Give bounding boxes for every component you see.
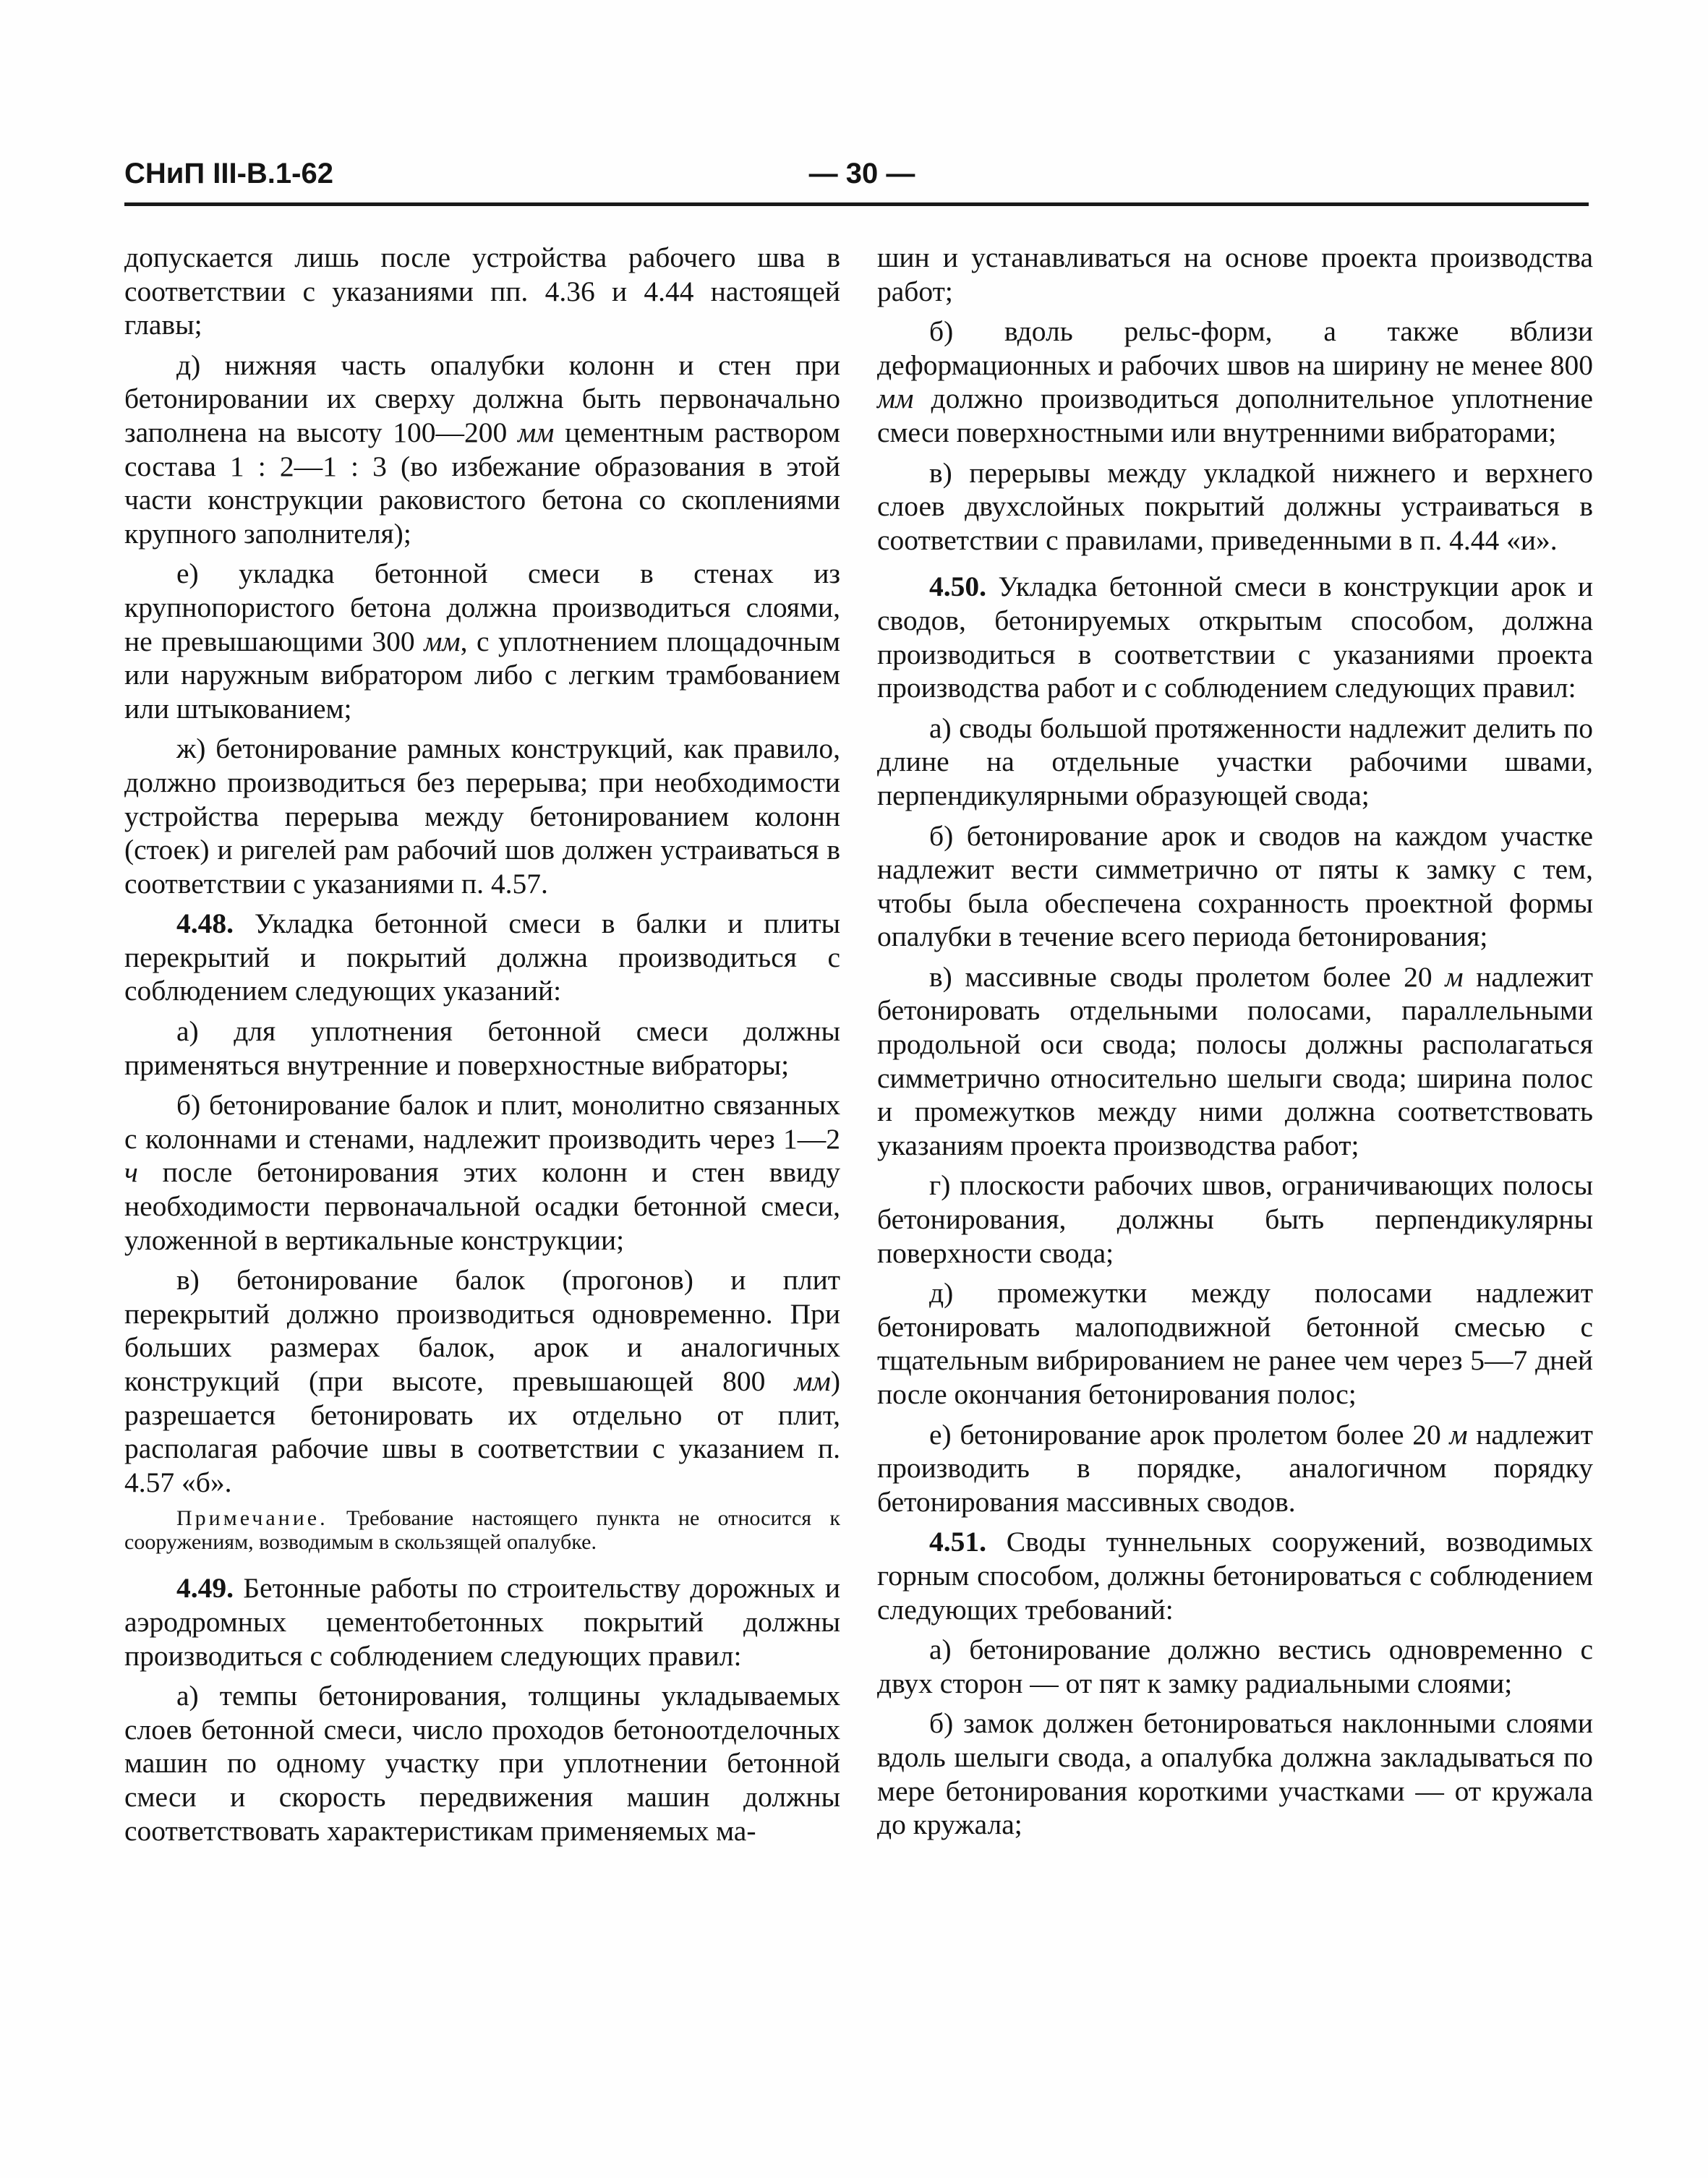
right-column [877,241,1593,1848]
section-number: 4.48. [176,908,234,940]
page-header [124,158,1589,200]
paragraph: шин и устанавливаться на основе проекта производства работ; [877,242,1593,307]
list-item: а) своды большой протяженности надлежит делить по длине на отдельные участки рабочими швами, перпендикулярными образующей свода; [877,712,1593,811]
section-number: 4.50. [929,571,986,603]
paragraph: ж) бетонирование рамных конструкций, как правило, должно производиться без перерыва; при необходимости устройства перерыва между бетонированием колонн (стоек) и ригелей рам рабочий шов должен устраиваться в соответствии с указаниями п. 4.57. [124,733,840,900]
list-item: б) бетонирование балок и плит, монолитно связанных с колоннами и стенами, надлежит производить через 1—2 ч после бетонирования этих колонн и стен ввиду необходимости первоначальной осадки бетонной смеси, уложенной в вертикальные конструкции; [124,1089,840,1256]
section-4-51: 4.51. Своды туннельных сооружений, возводимых горным способом, должны бетонироваться с соблюдением следующих требований: [877,1526,1593,1626]
note: Примечание. Требование настоящего пункта не относится к сооружениям, возводимым в скользящей опалубке. [124,1506,840,1555]
list-item: в) бетонирование балок (прогонов) и плит перекрытий должно производиться одновременно. При больших размерах балок, арок и аналогичных конструкций (при высоте, превышающей 800 мм) разрешается бетонировать их отдельно от плит, располагая рабочие швы в соответствии с указанием п. 4.57 «б». [124,1264,840,1498]
list-item: б) бетонирование арок и сводов на каждом участке надлежит вести симметрично от пяты к замку с тем, чтобы была обеспечена сохранность проектной формы опалубки в течение всего периода бетонирования; [877,819,1593,953]
list-item: в) перерывы между укладкой нижнего и верхнего слоев двухслойных покрытий должны устраиваться в соответствии с правилами, приведенными в п. 4.44 «и». [877,456,1593,556]
paragraph: е) укладка бетонной смеси в стенах из крупнопористого бетона должна производиться слоями, не превышающими 300 мм, с уплотнением площадочным или наружным вибратором либо с легким трамбованием или штыкованием; [124,558,840,725]
section-number: 4.49. [176,1572,234,1605]
paragraph: д) нижняя часть опалубки колонн и стен при бетонировании их сверху должна быть первоначально заполнена на высоту 100—200 мм цементным раствором состава 1 : 2—1 : 3 (во избежание образования в этой части конструкции раковистого бетона со скоплениями крупного заполнителя); [124,349,840,550]
section-4-48: 4.48. Укладка бетонной смеси в балки и плиты перекрытий и покрытий должна производиться с соблюдением следующих указаний: [124,908,840,1007]
header-rule [124,202,1589,206]
list-item: б) вдоль рельс-форм, а также вблизи деформационных и рабочих швов на ширину не менее 800 мм должно производиться дополнительное уплотнение смеси поверхностными или внутренними вибраторами; [877,315,1593,448]
list-item: а) темпы бетонирования, толщины укладываемых слоев бетонной смеси, число проходов бетоноотделочных машин по одному участку при уплотнении бетонной смеси и скорость передвижения машин должны соответствовать характеристикам применяемых ма- [124,1680,840,1847]
paragraph: допускается лишь после устройства рабочего шва в соответствии с указаниями пп. 4.36 и 4.44 настоящей главы; [124,242,840,341]
list-item: д) промежутки между полосами надлежит бетонировать малоподвижной бетонной смесью с тщательным вибрированием не ранее чем через 5—7 дней после окончания бетонирования полос; [877,1277,1593,1410]
page-number: — 30 — [808,158,915,189]
note-label: Примечание. [176,1506,328,1531]
list-item: а) для уплотнения бетонной смеси должны применяться внутренние и поверхностные вибраторы; [124,1015,840,1081]
list-item: а) бетонирование должно вестись одновременно с двух сторон — от пят к замку радиальными слоями; [877,1634,1593,1699]
list-item: в) массивные своды пролетом более 20 м надлежит бетонировать отдельными полосами, параллельными продольной оси свода; полосы должны располагаться симметрично относительно шелыги свода; ширина полос и промежутков между ними должна соответствовать указаниям проекта производства работ; [877,960,1593,1161]
section-number: 4.51. [929,1526,986,1558]
list-item: г) плоскости рабочих швов, ограничивающих полосы бетонирования, должны быть перпендикулярны поверхности свода; [877,1169,1593,1269]
list-item: б) замок должен бетонироваться наклонными слоями вдоль шелыги свода, а опалубка должна закладываться по мере бетонирования короткими участками — от кружала до кружала; [877,1707,1593,1841]
left-column [124,241,840,1854]
list-item: е) бетонирование арок пролетом более 20 м надлежит производить в порядке, аналогичном порядку бетонирования массивных сводов. [877,1418,1593,1518]
document-code: СНиП III-В.1-62 [124,158,333,189]
section-4-50: 4.50. Укладка бетонной смеси в конструкции арок и сводов, бетонируемых открытым способом, должна производиться в соответствии с указаниями проекта производства работ и с соблюдением следующих правил: [877,571,1593,704]
section-4-49: 4.49. Бетонные работы по строительству дорожных и аэродромных цементобетонных покрытий должны производиться с соблюдением следующих правил: [124,1572,840,1672]
